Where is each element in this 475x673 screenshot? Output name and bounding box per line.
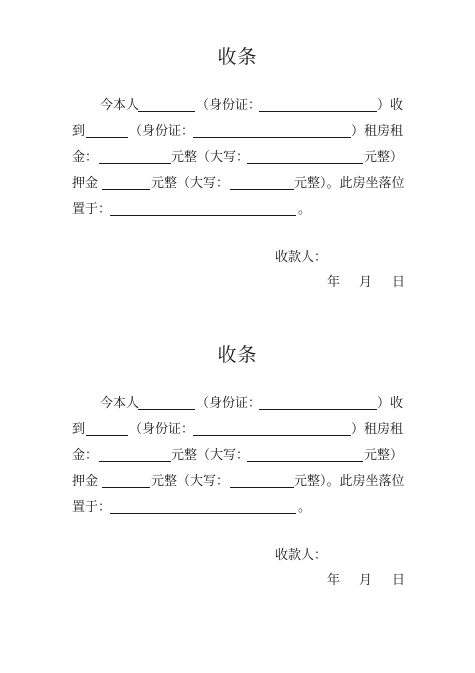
line-1-text-b: （身份证： — [196, 396, 262, 411]
name-blank[interactable] — [138, 96, 195, 112]
rent-amount-uppercase-blank[interactable] — [247, 148, 363, 164]
line-2-text-c: ）租房租 — [351, 422, 404, 437]
tenant-name-blank[interactable] — [86, 420, 128, 436]
receipt-title: 收条 — [217, 46, 258, 68]
date-year: 年 — [327, 275, 341, 290]
deposit-amount-blank[interactable] — [102, 174, 150, 190]
line-3-text-a: 金： — [72, 150, 99, 165]
line-4-text-b: 元整（大写： — [151, 474, 230, 489]
payee-label: 收款人： — [275, 250, 328, 265]
line-4-text-a: 押金 — [72, 474, 99, 489]
deposit-uppercase-blank[interactable] — [230, 472, 294, 488]
line-3-text-c: 元整） — [364, 150, 404, 165]
line-5-text-a: 置于： — [72, 202, 112, 217]
id-number-blank[interactable] — [259, 394, 377, 410]
date-day: 日 — [392, 275, 406, 290]
line-1-text-c: ）收 — [377, 396, 404, 411]
line-3-text-b: 元整（大写： — [171, 448, 250, 463]
receipt-title: 收条 — [217, 344, 258, 366]
name-blank[interactable] — [138, 394, 195, 410]
line-2-text-a: 到 — [72, 422, 86, 437]
line-3-text-a: 金： — [72, 448, 99, 463]
line-1-text-b: （身份证： — [196, 98, 262, 113]
line-1-text-a: 今本人 — [100, 98, 140, 113]
receipt-2 — [0, 298, 475, 598]
property-address-blank[interactable] — [110, 200, 296, 216]
line-2-text-b: （身份证： — [129, 124, 195, 139]
line-3-text-b: 元整（大写： — [171, 150, 250, 165]
tenant-id-blank[interactable] — [193, 420, 351, 436]
line-5-text-b: 。 — [298, 500, 312, 515]
payee-label: 收款人： — [275, 548, 328, 563]
line-4-text-c: 元整）。此房坐落位 — [294, 176, 405, 191]
date-month: 月 — [359, 573, 373, 588]
line-4-text-a: 押金 — [72, 176, 99, 191]
line-4-text-b: 元整（大写： — [151, 176, 230, 191]
rent-amount-blank[interactable] — [99, 446, 171, 462]
date-month: 月 — [359, 275, 373, 290]
deposit-uppercase-blank[interactable] — [230, 174, 294, 190]
line-2-text-b: （身份证： — [129, 422, 195, 437]
line-2-text-a: 到 — [72, 124, 86, 139]
line-5-text-b: 。 — [298, 202, 312, 217]
deposit-amount-blank[interactable] — [102, 472, 150, 488]
line-2-text-c: ）租房租 — [351, 124, 404, 139]
date-day: 日 — [392, 573, 406, 588]
property-address-blank[interactable] — [110, 498, 296, 514]
line-4-text-c: 元整）。此房坐落位 — [294, 474, 405, 489]
tenant-name-blank[interactable] — [86, 122, 128, 138]
receipt-1 — [0, 0, 475, 300]
id-number-blank[interactable] — [259, 96, 377, 112]
line-1-text-c: ）收 — [377, 98, 404, 113]
date-year: 年 — [327, 573, 341, 588]
rent-amount-blank[interactable] — [99, 148, 171, 164]
line-1-text-a: 今本人 — [100, 396, 140, 411]
line-3-text-c: 元整） — [364, 448, 404, 463]
line-5-text-a: 置于： — [72, 500, 112, 515]
tenant-id-blank[interactable] — [193, 122, 351, 138]
rent-amount-uppercase-blank[interactable] — [247, 446, 363, 462]
